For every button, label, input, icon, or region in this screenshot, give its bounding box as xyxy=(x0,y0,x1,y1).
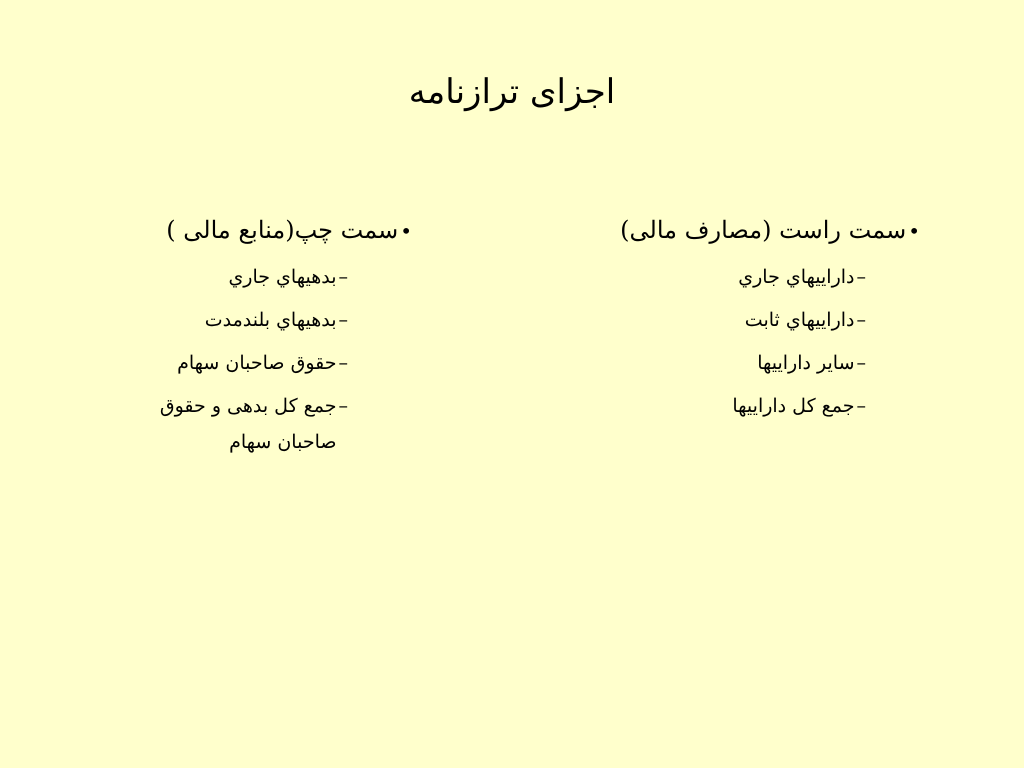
list-item-text: بدهيهاي جاري xyxy=(228,266,337,288)
right-column-heading-text: سمت راست (مصارف مالی) xyxy=(620,216,907,244)
list-item-text: حقوق صاحبان سهام xyxy=(177,352,337,374)
dash-icon: – xyxy=(338,395,348,417)
right-column-heading xyxy=(620,210,920,251)
list-item xyxy=(620,302,866,338)
dash-icon: – xyxy=(338,309,348,331)
list-item xyxy=(132,302,348,338)
bullet-icon: • xyxy=(400,219,412,243)
slide-title: اجزای ترازنامه xyxy=(408,72,616,112)
list-item-text: جمع کل بدهی و حقوق صاحبان سهام xyxy=(159,395,337,453)
list-item xyxy=(132,388,348,460)
list-item-text: داراييهاي جاري xyxy=(738,266,855,288)
list-item xyxy=(132,345,348,381)
list-item xyxy=(132,259,348,295)
left-column-heading-text: سمت چپ(منابع مالی ) xyxy=(166,216,399,244)
left-column xyxy=(132,210,412,467)
list-item-text: بدهيهاي بلندمدت xyxy=(204,309,337,331)
list-item-text: ساير داراييها xyxy=(757,352,855,374)
dash-icon: – xyxy=(856,352,866,374)
list-item xyxy=(620,345,866,381)
list-item-text: داراييهاي ثابت xyxy=(744,309,855,331)
list-item-text: جمع كل داراييها xyxy=(732,395,855,417)
list-item xyxy=(620,388,866,424)
dash-icon: – xyxy=(338,266,348,288)
bullet-icon: • xyxy=(908,219,920,243)
dash-icon: – xyxy=(856,266,866,288)
right-column-list xyxy=(620,259,920,424)
left-column-list xyxy=(132,259,412,460)
left-column-heading xyxy=(132,210,412,251)
dash-icon: – xyxy=(856,395,866,417)
list-item xyxy=(620,259,866,295)
dash-icon: – xyxy=(338,352,348,374)
right-column xyxy=(620,210,920,431)
dash-icon: – xyxy=(856,309,866,331)
